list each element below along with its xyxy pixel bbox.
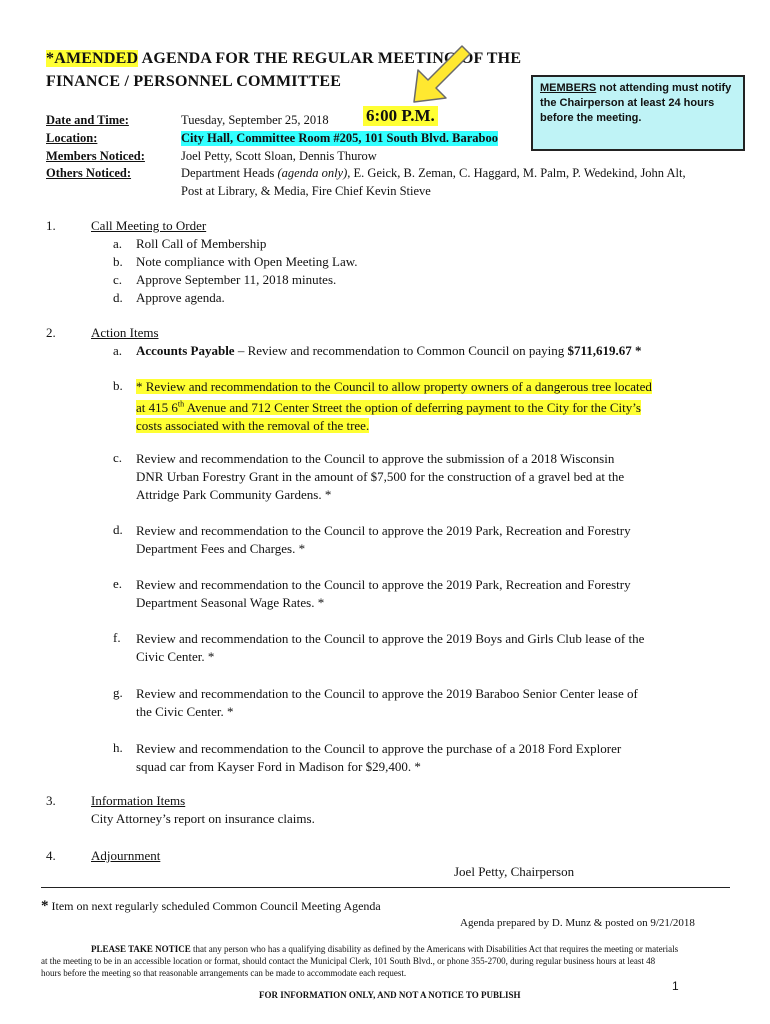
agenda-title-line2: FINANCE / PERSONNEL COMMITTEE bbox=[46, 73, 342, 90]
page-number: 1 bbox=[672, 979, 679, 993]
arrow-pointer-icon bbox=[408, 42, 474, 108]
amended-marker: *AMENDED bbox=[46, 50, 139, 67]
section-2-number: 2. bbox=[46, 325, 56, 340]
section-3-number: 3. bbox=[46, 793, 56, 808]
asterisk-note: * Item on next regularly scheduled Common Council Meeting Agenda bbox=[41, 898, 381, 914]
section-4-title: Adjournment bbox=[91, 848, 161, 863]
section-4-number: 4. bbox=[46, 848, 56, 863]
members-notice-box bbox=[531, 75, 745, 151]
date-label: Date and Time: bbox=[46, 113, 129, 127]
members-notice-text: not attending must notify the Chairperson at least 24 hours before the meeting. bbox=[540, 82, 732, 124]
members-word: MEMBERS bbox=[540, 82, 597, 94]
location-label: Location: bbox=[46, 131, 98, 145]
footer-divider bbox=[41, 887, 730, 888]
chairperson-signature: Joel Petty, Chairperson bbox=[454, 864, 575, 879]
members-noticed-value: Joel Petty, Scott Sloan, Dennis Thurow bbox=[181, 149, 377, 163]
section-1-title: Call Meeting to Order bbox=[91, 218, 207, 233]
time-value: 6:00 P.M. bbox=[363, 106, 438, 126]
title-line1-text: AGENDA FOR THE REGULAR MEETING OF THE bbox=[138, 50, 522, 67]
info-only-notice: FOR INFORMATION ONLY, AND NOT A NOTICE TO PUBLISH bbox=[259, 990, 521, 1000]
others-rest: , E. Geick, B. Zeman, C. Haggard, M. Palm, P. Wedekind, John Alt, bbox=[347, 166, 686, 180]
location-value: City Hall, Committee Room #205, 101 South Blvd. Baraboo bbox=[181, 131, 499, 145]
date-value: Tuesday, September 25, 2018 bbox=[181, 113, 329, 127]
others-italic: (agenda only) bbox=[277, 166, 348, 180]
section-3-text: City Attorney’s report on insurance claims. bbox=[91, 811, 315, 826]
section-3-title: Information Items bbox=[91, 793, 186, 808]
members-noticed-label: Members Noticed: bbox=[46, 149, 145, 163]
others-noticed-line1 bbox=[181, 166, 686, 181]
others-prefix: Department Heads bbox=[181, 166, 278, 180]
section-2-title: Action Items bbox=[91, 325, 159, 340]
others-noticed-label: Others Noticed: bbox=[46, 166, 132, 180]
agenda-prepared-by: Agenda prepared by D. Munz & posted on 9/21/2018 bbox=[460, 917, 695, 929]
others-noticed-line2: Post at Library, & Media, Fire Chief Kevin Stieve bbox=[181, 184, 431, 198]
disability-notice: PLEASE TAKE NOTICE that any person who has a qualifying disability as defined by the Americans with Disabilities Act that requires the meeting or materials at the meeting to be in an accessible location or format, should contact the Municipal Clerk, 101 South Blvd., or phone 355-2700, during regular business hours at least 48 hours before the meeting so that reasonable arrangements can be made to accommodate each request. bbox=[41, 944, 679, 978]
section-1-number: 1. bbox=[46, 218, 56, 233]
